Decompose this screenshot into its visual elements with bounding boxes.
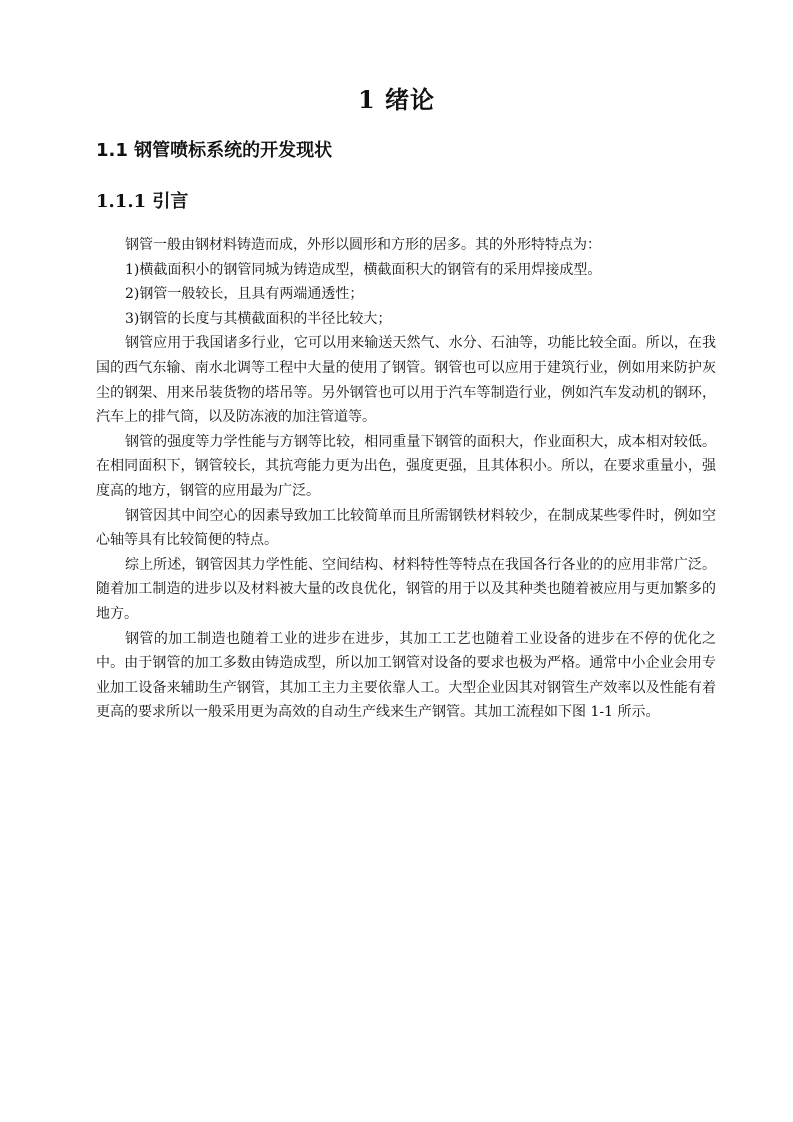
paragraph: 钢管因其中间空心的因素导致加工比较简单而且所需钢铁材料较少，在制成某些零件时，例如空心轴等具有比较简便的特点。 xyxy=(96,507,716,549)
paragraph-intro: 钢管一般由钢材料铸造而成，外形以圆形和方形的居多。其的外形特特点为： xyxy=(125,237,601,253)
paragraph: 钢管的加工制造也随着工业的进步在进步，其加工工艺也随着工业设备的进步在不停的优化之中。由于钢管的加工多数由铸造成型，所以加工钢管对设备的要求也极为严格。通常中小企业会用专业加工设备来辅助生产钢管，其加工主力主要依靠人工。大型企业因其对钢管生产效率以及性能有着更高的要求所以一般采用更为高效的自动生产线来生产钢管。其加工流程如下图 1-1 所示。 xyxy=(96,630,716,721)
list-item: 3)钢管的长度与其横截面积的半径比较大； xyxy=(125,310,392,327)
paragraph: 综上所述，钢管因其力学性能、空间结构、材料特性等特点在我国各行各业的的应用非常广泛。随着加工制造的进步以及材料被大量的改良优化，钢管的用于以及其种类也随着被应用与更加繁多的地方。 xyxy=(96,556,716,622)
paragraph: 钢管的强度等力学性能与方钢等比较，相同重量下钢管的面积大，作业面积大，成本相对较低。在相同面积下，钢管较长，其抗弯能力更为出色，强度更强，且其体积小。所以，在要求重量小，强度高的地方，钢管的应用最为广泛。 xyxy=(96,433,716,499)
body-text xyxy=(96,233,716,725)
paragraph: 钢管应用于我国诸多行业，它可以用来输送天然气、水分、石油等，功能比较全面。所以，在我国的西气东输、南水北调等工程中大量的使用了钢管。钢管也可以应用于建筑行业，例如用来防护灰尘的钢架、用来吊装货物的塔吊等。另外钢管也可以用于汽车等制造行业，例如汽车发动机的钢环，汽车上的排气筒，以及防冻液的加注管道等。 xyxy=(96,335,716,426)
list-item: 1)横截面积小的钢管同城为铸造成型，横截面积大的钢管有的采用焊接成型。 xyxy=(125,261,602,278)
list-item: 2)钢管一般较长，且具有两端通透性； xyxy=(125,286,364,303)
chapter-title: 1 绪论 xyxy=(357,85,436,114)
subsection-title: 1.1.1 引言 xyxy=(96,191,189,212)
section-title: 1.1 钢管喷标系统的开发现状 xyxy=(96,140,333,161)
